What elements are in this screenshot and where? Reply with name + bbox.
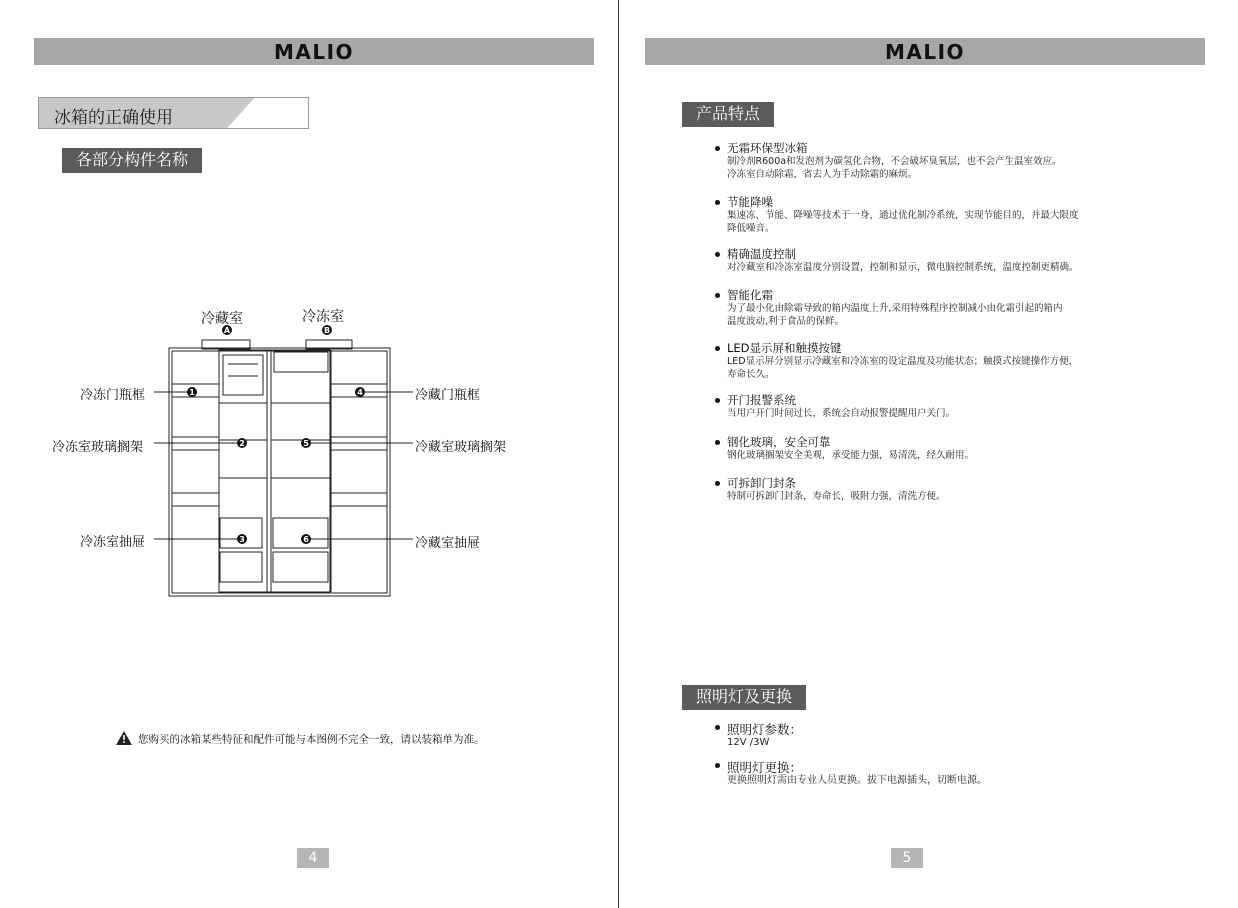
feature-desc: 为了最小化由除霜导致的箱内温度上升,采用特殊程序控制减小由化霜引起的箱内 <box>727 303 1063 314</box>
feature-title: LED显示屏和触摸按键 <box>715 341 1145 355</box>
feature-desc: 冷冻室自动除霜，省去人为手动除霜的麻烦。 <box>727 169 918 180</box>
part-label-4: 冷藏门瓶框 <box>415 388 481 403</box>
brand-logo: MALIO <box>273 40 355 64</box>
notice-text: 您购买的冰箱某些特征和配件可能与本图例不完全一致，请以装箱单为准。 <box>138 733 485 746</box>
lighting-title: 照明灯及更换 <box>682 685 806 710</box>
feature-title: 节能降噪 <box>715 195 1145 209</box>
feature-title: 无霜环保型冰箱 <box>715 141 1145 155</box>
section-title-tab <box>38 97 309 129</box>
lighting-item-desc: 更换照明灯需由专业人员更换。拔下电源插头，切断电源。 <box>727 775 987 786</box>
feature-desc: 集速冻、节能、降噪等技术于一身，通过优化制冷系统，实现节能目的，并最大限度 <box>727 210 1079 221</box>
feature-desc: 钢化玻璃搁架安全美观，承受能力强，易清洗，经久耐用。 <box>727 450 975 461</box>
feature-title: 钢化玻璃，安全可靠 <box>715 435 1145 449</box>
feature-item <box>715 476 1145 503</box>
header-banner <box>645 38 1205 65</box>
lighting-item <box>715 760 1155 787</box>
feature-desc: 制冷剂R600a和发泡剂为碳氢化合物，不会破坏臭氧层，也不会产生温室效应。 <box>727 156 1062 167</box>
page-number: 5 <box>891 848 923 868</box>
book-spine <box>618 0 619 908</box>
warning-triangle-icon <box>116 731 132 748</box>
header-banner <box>34 38 594 65</box>
feature-item <box>715 195 1145 235</box>
part-label-1: 冷冻门瓶框 <box>80 388 146 403</box>
feature-title: 精确温度控制 <box>715 247 1145 261</box>
feature-desc: 寿命长久。 <box>727 369 775 380</box>
brand-logo: MALIO <box>884 40 966 64</box>
feature-item <box>715 288 1145 328</box>
page-number: 4 <box>297 848 329 868</box>
feature-item <box>715 141 1145 181</box>
part-label-3: 冷冻室抽屉 <box>80 535 146 550</box>
page-right <box>620 0 1238 908</box>
marker-3: 3 <box>239 535 245 544</box>
compartment-label-a: 冷藏室 <box>201 311 243 327</box>
marker-5: 5 <box>303 439 309 448</box>
marker-a: A <box>223 326 231 335</box>
lighting-item-title: 照明灯更换： <box>715 760 1155 775</box>
marker-2: 2 <box>239 439 245 448</box>
part-label-5: 冷藏室玻璃搁架 <box>415 440 507 455</box>
feature-item <box>715 393 1145 420</box>
marker-b: B <box>323 326 331 335</box>
feature-item <box>715 247 1145 274</box>
feature-desc: 当用户开门时间过长，系统会自动报警提醒用户关门。 <box>727 408 956 419</box>
feature-desc: LED显示屏分别显示冷藏室和冷冻室的设定温度及功能状态；触摸式按键操作方便， <box>727 356 1079 367</box>
marker-6: 6 <box>303 535 309 544</box>
feature-desc: 对冷藏室和冷冻室温度分别设置，控制和显示，微电脑控制系统，温度控制更精确。 <box>727 262 1079 273</box>
features-title: 产品特点 <box>682 102 774 127</box>
page-left <box>0 0 618 908</box>
lighting-item-title: 照明灯参数： <box>715 722 1155 737</box>
part-label-2: 冷冻室玻璃搁架 <box>52 440 144 455</box>
marker-4: 4 <box>357 388 363 397</box>
feature-item <box>715 435 1145 462</box>
feature-item <box>715 341 1145 381</box>
feature-desc: 特制可拆卸门封条，寿命长，吸附力强，清洗方便。 <box>727 491 946 502</box>
feature-desc: 降低噪音。 <box>727 223 775 234</box>
notice-line <box>116 731 485 748</box>
part-label-6: 冷藏室抽屉 <box>415 536 481 551</box>
marker-1: 1 <box>189 388 195 397</box>
feature-title: 智能化霜 <box>715 288 1145 302</box>
feature-title: 可拆卸门封条 <box>715 476 1145 490</box>
lighting-item <box>715 722 1155 749</box>
lighting-item-desc: 12V /3W <box>727 737 770 748</box>
feature-title: 开门报警系统 <box>715 393 1145 407</box>
compartment-label-b: 冷冻室 <box>302 309 344 325</box>
section-title: 冰箱的正确使用 <box>54 108 173 128</box>
feature-desc: 温度波动,利于食品的保鲜。 <box>727 316 845 327</box>
subsection-title: 各部分构件名称 <box>62 148 202 173</box>
